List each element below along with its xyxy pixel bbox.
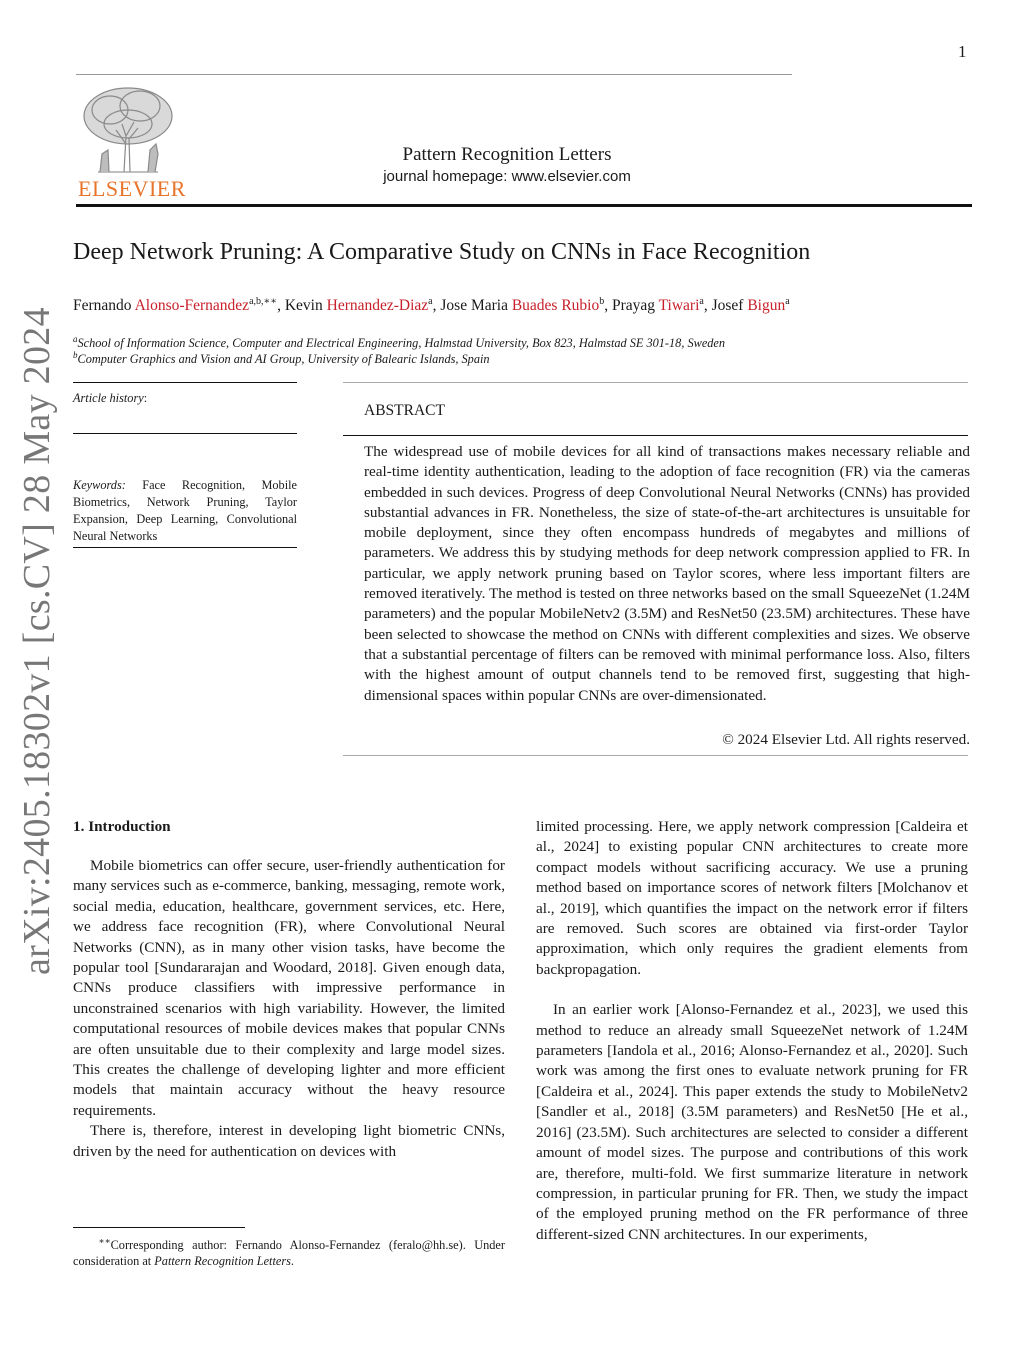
article-history: Article history:: [73, 391, 148, 405]
corresponding-author-footnote: ∗∗Corresponding author: Fernando Alonso-Fernandez (feralo@hh.se). Under consideration at Pattern Recognition Letters.: [73, 1236, 505, 1269]
author-4: Prayag Tiwari$^a$,: [611, 296, 712, 315]
author-1: Fernando Alonso-Fernandez$^{a,b,∗∗}$,: [73, 296, 285, 315]
arxiv-stamp[interactable]: arXiv:2405.18302v1 [cs.CV] 28 May 2024: [16, 307, 58, 975]
affiliation-b: $^b$Computer Graphics and Vision and AI Group, University of Balearic Islands, Spain: [73, 350, 490, 367]
article-info-bottom-rule: [73, 547, 297, 548]
page-number: 1: [958, 42, 967, 61]
author-link[interactable]: Hernandez-Diaz: [326, 297, 429, 315]
abstract-heading-rule: [343, 435, 968, 436]
copyright-notice: © 2024 Elsevier Ltd. All rights reserved.: [722, 731, 970, 748]
journal-name: Pattern Recognition Letters: [402, 144, 612, 165]
article-info-mid-rule: [73, 433, 297, 434]
author-link[interactable]: Bigun: [747, 297, 786, 315]
article-info-top-rule: [73, 382, 297, 383]
author-3: Jose Maria Buades Rubio$^b$,: [440, 296, 612, 315]
abstract-body: The widespread use of mobile devices for all kind of transactions makes necessary reliable and real-time identity authentication, leading to the adoption of face recognition (FR) via the cameras embedded in such devices. Progress of deep Convolutional Neural Networks (CNNs) has provided substantial advances in FR. Nonetheless, the size of state-of-the-art architectures is unsuitable for mobile deployment, since they often encompass hundreds of megabytes and millions of parameters. We address this by studying methods for deep network compression applied to FR. In particular, we apply network pruning based on Taylor scores, where less important filters are removed iteratively. The method is tested on three networks based on the small SqueezeNet (1.24M parameters) and the popular MobileNetv2 (3.5M) and ResNet50 (23.5M) architectures. These have been selected to showcase the method on CNNs with different complexities and sizes. We observe that a substantial percentage of filters can be removed with minimal performance loss. Also, filters with the highest amount of output channels tend to be removed first, suggesting that high-dimensional spaces within popular CNNs are over-dimensionated.: [364, 443, 970, 704]
intro-left-column: [73, 856, 505, 1162]
abstract-bottom-rule: [343, 755, 968, 756]
abstract-top-rule: [343, 382, 968, 383]
paragraph: There is, therefore, interest in developing light biometric CNNs, driven by the need for authentication on devices with: [73, 1122, 505, 1160]
header-thick-rule: [76, 204, 972, 207]
paragraph: Mobile biometrics can offer secure, user-friendly authentication for many services such as e-commerce, banking, messaging, remote work, social media, education, healthcare, government services, etc. Here, we address face recognition (FR), where Convolutional Neural Networks (CNN), as in many other vision tasks, have become the popular tool [Sundararajan and Woodard, 2018]. Given enough data, CNNs produce classifiers with impressive performance in unconstrained scenarios with high variability. However, the limited computational resources of mobile devices makes that popular CNNs are often unsuitable due to their complexity and large model sizes. This creates the challenge of developing lighter and more efficient models that maintain accuracy without the heavy resource requirements.: [73, 857, 505, 1119]
author-link[interactable]: Buades Rubio: [511, 297, 600, 315]
paragraph: limited processing. Here, we apply network compression [Caldeira et al., 2024] to existing popular CNN architectures to create more compact models without sacrificing accuracy. We use a pruning method based on importance scores of network filters [Molchanov et al., 2019], which quantifies the impact on the network error if filters are removed. Such scores are obtained via first-order Taylor approximation, which only requires the gradient elements from backpropagation.: [536, 818, 968, 978]
journal-homepage[interactable]: journal homepage: www.elsevier.com: [383, 168, 631, 185]
author-link[interactable]: Tiwari: [658, 297, 700, 315]
paper-title: Deep Network Pruning: A Comparative Study on CNNs in Face Recognition: [73, 239, 811, 265]
author-5: Josef Bigun$^a$: [711, 296, 790, 315]
intro-right-column: [536, 817, 968, 1245]
affiliation-a: $^a$School of Information Science, Computer and Electrical Engineering, Halmstad University, Box 823, Halmstad SE 301-18, Sweden: [73, 334, 726, 351]
author-list: [73, 296, 790, 315]
author-link[interactable]: Alonso-Fernandez: [134, 297, 250, 315]
header-top-rule: [76, 74, 792, 75]
paragraph: In an earlier work [Alonso-Fernandez et al., 2023], we used this method to reduce an already small SqueezeNet network of 1.24M parameters [Iandola et al., 2016; Alonso-Fernandez et al., 2020]. Such work was among the first ones to evaluate network pruning for FR [Caldeira et al., 2024]. This paper extends the study to MobileNetv2 [Sandler et al., 2018] (3.5M parameters) and ResNet50 [He et al., 2016] (23.5M). Such architectures are selected to consider a different amount of model sizes. The purpose and contributions of this work are, therefore, multi-fold. We first summarize literature in network compression, in particular pruning for FR. Then, we study the impact of the employed pruning method on the FR performance of three different-sized CNN architectures. In our experiments,: [536, 1001, 968, 1243]
abstract-heading: ABSTRACT: [364, 402, 445, 419]
section-heading-introduction: 1. Introduction: [73, 818, 171, 835]
elsevier-logo-text: ELSEVIER: [78, 176, 186, 201]
keywords: Keywords: Face Recognition, Mobile Biometrics, Network Pruning, Taylor Expansion, Deep Learning, Convolutional Neural Networks: [73, 478, 297, 543]
author-2: Kevin Hernandez-Diaz$^a$,: [284, 296, 441, 315]
footnote-rule: [73, 1227, 245, 1228]
